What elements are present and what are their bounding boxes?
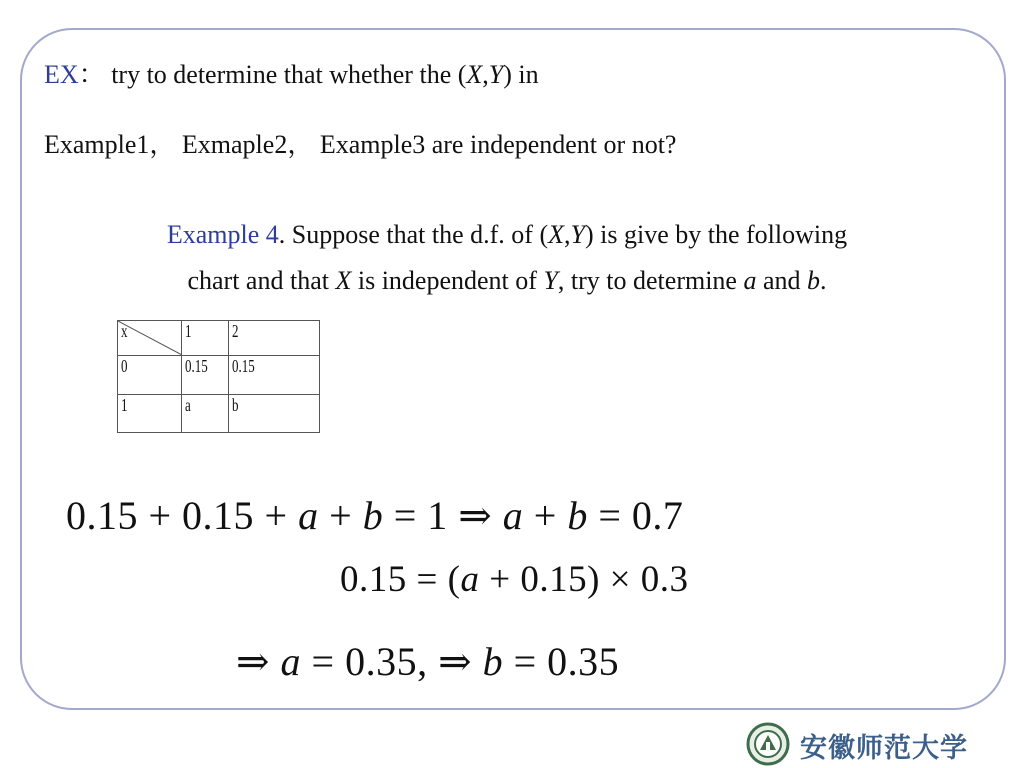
table-cell [182, 395, 229, 433]
example4-line1 [0, 220, 1014, 250]
equation-result [236, 638, 619, 685]
var-b: b [482, 639, 504, 684]
var-b: b [807, 266, 821, 295]
ex-label: EX [44, 60, 79, 89]
example4-text: . [820, 266, 827, 295]
var-a: a [743, 266, 757, 295]
table-cell [229, 356, 320, 395]
eq-text: ⇒ [236, 639, 281, 684]
university-seal-icon [746, 722, 790, 766]
ex-text-a: try to determine that whether the ( [104, 60, 467, 89]
example4-text: . Suppose that the d.f. of ( [278, 220, 549, 249]
var-x: X [466, 60, 483, 89]
var-a: a [280, 639, 302, 684]
eq-text: = 0.35, ⇒ [301, 639, 483, 684]
var-a: a [502, 493, 524, 538]
distribution-table [117, 320, 320, 433]
table-row [118, 356, 320, 395]
eq-text: = 1 ⇒ [383, 493, 503, 538]
ex-colon: ： [78, 60, 105, 89]
table-cell: x [121, 321, 128, 341]
eq-text: + [318, 493, 363, 538]
eq-text: = 0.35 [503, 639, 620, 684]
var-a: a [460, 559, 480, 600]
table-cell-text: b [232, 395, 239, 415]
var-b: b [362, 493, 384, 538]
table-row [118, 321, 320, 356]
var-y: Y [488, 60, 504, 89]
table-cell-text: 0.15 [232, 356, 255, 376]
table-row [118, 395, 320, 433]
table-cell [182, 356, 229, 395]
var-y: Y [570, 220, 585, 249]
table-cell [229, 395, 320, 433]
table-cell-text: 1 [185, 321, 192, 341]
table-cell-text: 0.15 [185, 356, 208, 376]
table-cell-text: a [185, 395, 191, 415]
ex-text-b: ) in [503, 60, 539, 89]
examples-question-line: Example1， Exmaple2， Example3 are independent or not? [44, 130, 677, 159]
table-cell [182, 321, 229, 356]
table-corner-cell [118, 321, 182, 356]
example4-text: and [756, 266, 808, 295]
eq-text: + 0.15) × 0.3 [479, 559, 689, 600]
var-b: b [567, 493, 588, 538]
eq-text: = 0.7 [587, 493, 684, 538]
example4-text: is independent of [351, 266, 544, 295]
table-cell [229, 321, 320, 356]
equation-independence [340, 558, 689, 601]
example4-label: Example 4 [166, 220, 279, 249]
example4-text: chart and that [187, 266, 336, 295]
var-a: a [298, 493, 319, 538]
table-cell-text: 2 [232, 321, 239, 341]
table-cell-text: 0 [121, 356, 128, 376]
university-logo-text: 安徽师范大学 [800, 733, 968, 764]
eq-text: + [523, 493, 568, 538]
table-cell [118, 395, 182, 433]
eq-text: 0.15 + 0.15 + [66, 493, 299, 538]
table-cell [118, 356, 182, 395]
var-x: X [335, 266, 352, 295]
example4-line2 [0, 266, 1014, 296]
comma: , [564, 220, 571, 249]
var-x: X [548, 220, 565, 249]
exercise-line [44, 54, 539, 91]
example4-text: , try to determine [557, 266, 744, 295]
table-cell-text: 1 [121, 395, 128, 415]
comma: , [482, 60, 489, 89]
eq-text: 0.15 = ( [340, 559, 461, 600]
var-y: Y [543, 266, 558, 295]
equation-sum [66, 492, 683, 539]
example4-text: ) is give by the following [584, 220, 848, 249]
diagonal-line [118, 321, 182, 355]
